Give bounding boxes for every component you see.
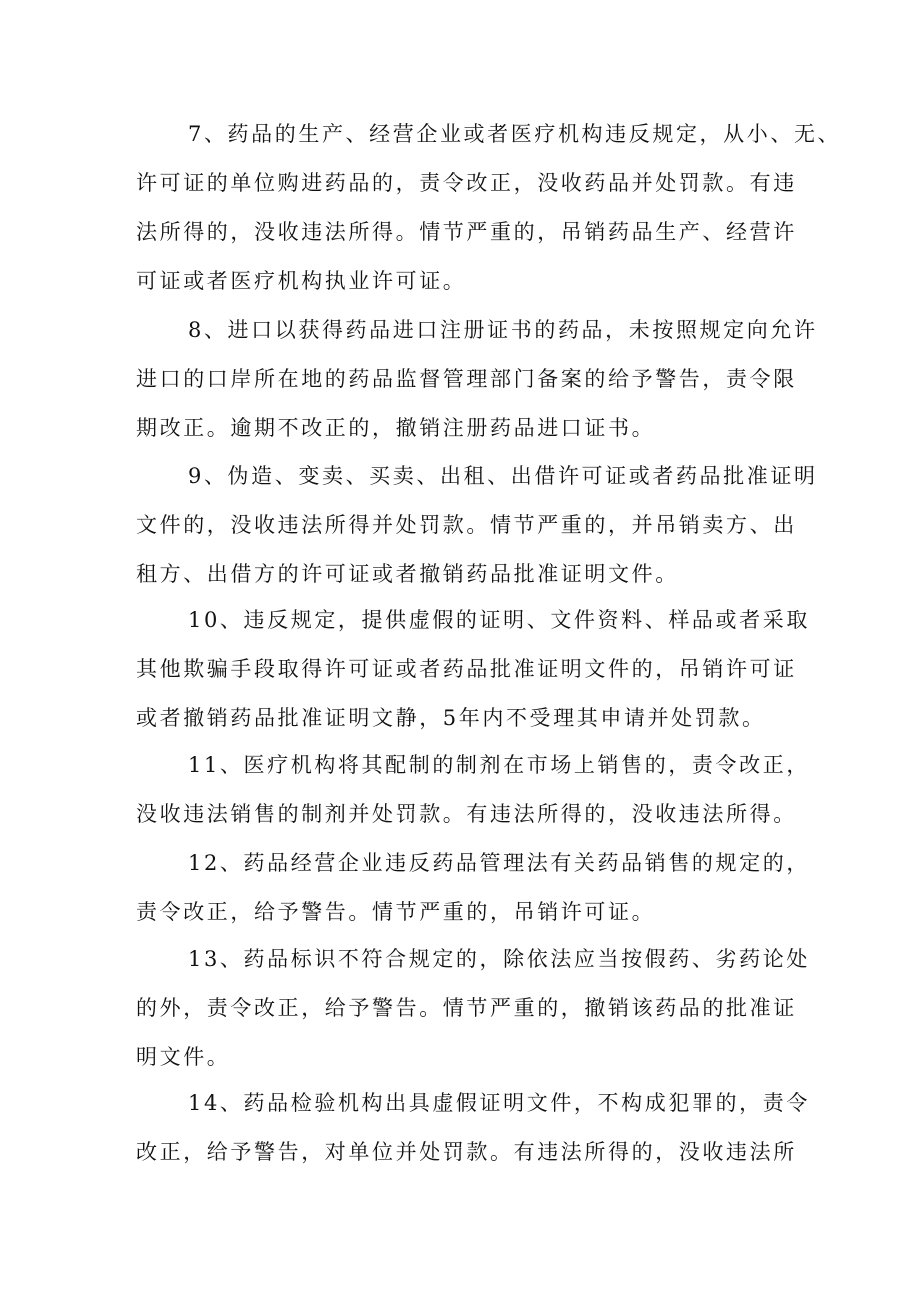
text-line: 其他欺骗手段取得许可证或者药品批准证明文件的，吊销许可证 — [136, 657, 797, 681]
text-line: 7、药品的生产、经营企业或者医疗机构违反规定，从小、无、 — [188, 122, 842, 146]
text-line: 责令改正，给予警告。情节严重的，吊销许可证。 — [136, 900, 656, 924]
paragraph-item-7 — [0, 110, 842, 306]
paragraph-item-12 — [0, 839, 810, 937]
text-line: 的外，责令改正，给予警告。情节严重的，撤销该药品的批准证 — [136, 996, 797, 1020]
text-line: 文件的，没收违法所得并处罚款。情节严重的，并吊销卖方、出 — [136, 513, 797, 537]
paragraph-item-9 — [0, 452, 818, 599]
text-line: 11、医疗机构将其配制的制剂在市场上销售的，责令改正， — [188, 753, 810, 777]
text-line: 改正，给予警告，对单位并处罚款。有违法所得的，没收违法所 — [136, 1140, 797, 1164]
text-line: 10、违反规定，提供虚假的证明、文件资料、样品或者采取 — [188, 608, 810, 632]
text-line: 或者撤销药品批准证明文静，5年内不受理其申请并处罚款。 — [136, 706, 766, 730]
paragraph-item-11 — [0, 741, 810, 839]
text-line: 14、药品检验机构出具虚假证明文件，不构成犯罪的，责令 — [188, 1091, 810, 1115]
text-line: 租方、出借方的许可证或者撤销药品批准证明文件。 — [136, 562, 679, 586]
text-line: 12、药品经营企业违反药品管理法有关药品销售的规定的， — [188, 851, 810, 875]
text-line: 明文件。 — [136, 1045, 231, 1069]
text-line: 期改正。逾期不改正的，撤销注册药品进口证书。 — [136, 416, 656, 440]
text-line: 8、进口以获得药品进口注册证书的药品，未按照规定向允许 — [188, 318, 818, 342]
text-line: 没收违法销售的制剂并处罚款。有违法所得的，没收违法所得。 — [136, 802, 797, 826]
text-line: 13、药品标识不符合规定的，除依法应当按假药、劣药论处 — [188, 947, 810, 971]
paragraph-item-14 — [0, 1079, 810, 1177]
paragraph-item-10 — [0, 596, 810, 743]
paragraph-item-8 — [0, 306, 818, 453]
text-line: 法所得的，没收违法所得。情节严重的，吊销药品生产、经营许 — [136, 220, 797, 244]
paragraph-item-13 — [0, 935, 810, 1082]
text-line: 进口的口岸所在地的药品监督管理部门备案的给予警告，责令限 — [136, 367, 797, 391]
text-line: 许可证的单位购进药品的，责令改正，没收药品并处罚款。有违 — [136, 171, 797, 195]
text-line: 9、伪造、变卖、买卖、出租、出借许可证或者药品批准证明 — [188, 464, 818, 488]
text-line: 可证或者医疗机构执业许可证。 — [136, 269, 467, 293]
